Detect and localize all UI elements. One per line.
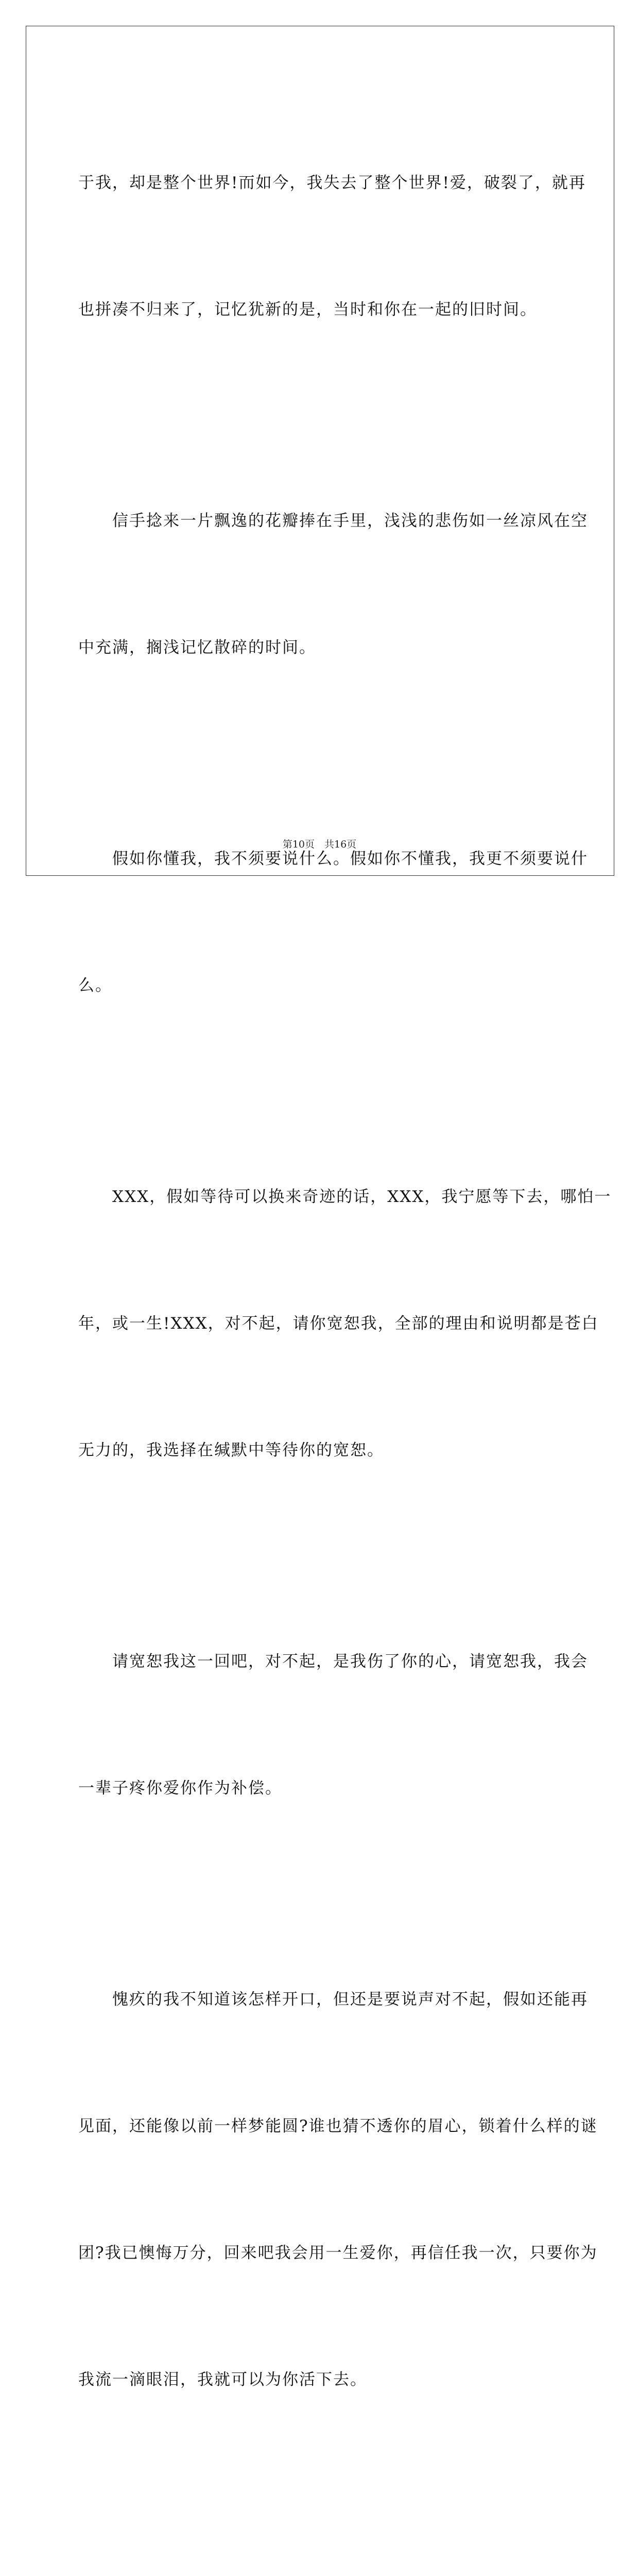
- text-line: 年，或一生!XXX，对不起，请你宽恕我，全部的理由和说明都是苍白: [78, 1314, 599, 1333]
- paragraph: [78, 1091, 612, 1556]
- text-line: 也拼凑不归来了，记忆犹新的是，当时和你在一起的旧时间。: [78, 300, 537, 319]
- text-line: [78, 2570, 562, 2576]
- text-line: 假如你懂我，我不须要说什么。假如你不懂我，我更不须要说什: [78, 850, 588, 868]
- text-line: 一辈子疼你爱你作为补偿。: [78, 1779, 282, 1798]
- document-body: [78, 77, 612, 2576]
- paragraph: [78, 1556, 588, 1894]
- text-line: 信手捻来一片飘逸的花瓣捧在手里，浅浅的悲伤如一丝凉风在空: [78, 512, 588, 530]
- paragraph: [78, 77, 586, 415]
- text-line: 中充满，搁浅记忆散碎的时间。: [78, 638, 316, 657]
- text-line: 团?我已懊悔万分，回来吧我会用一生爱你，再信任我一次，只要你为: [78, 2244, 598, 2262]
- paragraph: [78, 2485, 562, 2576]
- text-line: 愧疚的我不知道该怎样开口，但还是要说声对不起，假如还能再: [78, 1990, 588, 2009]
- text-line: 我流一滴眼泪，我就可以为你活下去。: [78, 2370, 367, 2389]
- paragraph: [78, 1894, 598, 2485]
- paragraph: [78, 753, 588, 1091]
- text-line: 见面，还能像以前一样梦能圆?谁也猜不透你的眉心，锁着什么样的谜: [78, 2117, 598, 2136]
- text-line: 于我，却是整个世界!而如今，我失去了整个世界!爱，破裂了，就再: [78, 174, 586, 192]
- text-line: 请宽恕我这一回吧，对不起，是我伤了你的心，请宽恕我，我会: [78, 1652, 588, 1671]
- page-number-footer: 第10页 共16页: [282, 839, 357, 850]
- paragraph: [78, 415, 588, 753]
- text-line: 么。: [78, 976, 112, 995]
- text-line: 无力的，我选择在缄默中等待你的宽恕。: [78, 1441, 384, 1460]
- text-line: XXX，假如等待可以换来奇迹的话，XXX，我宁愿等下去，哪怕一: [78, 1188, 612, 1206]
